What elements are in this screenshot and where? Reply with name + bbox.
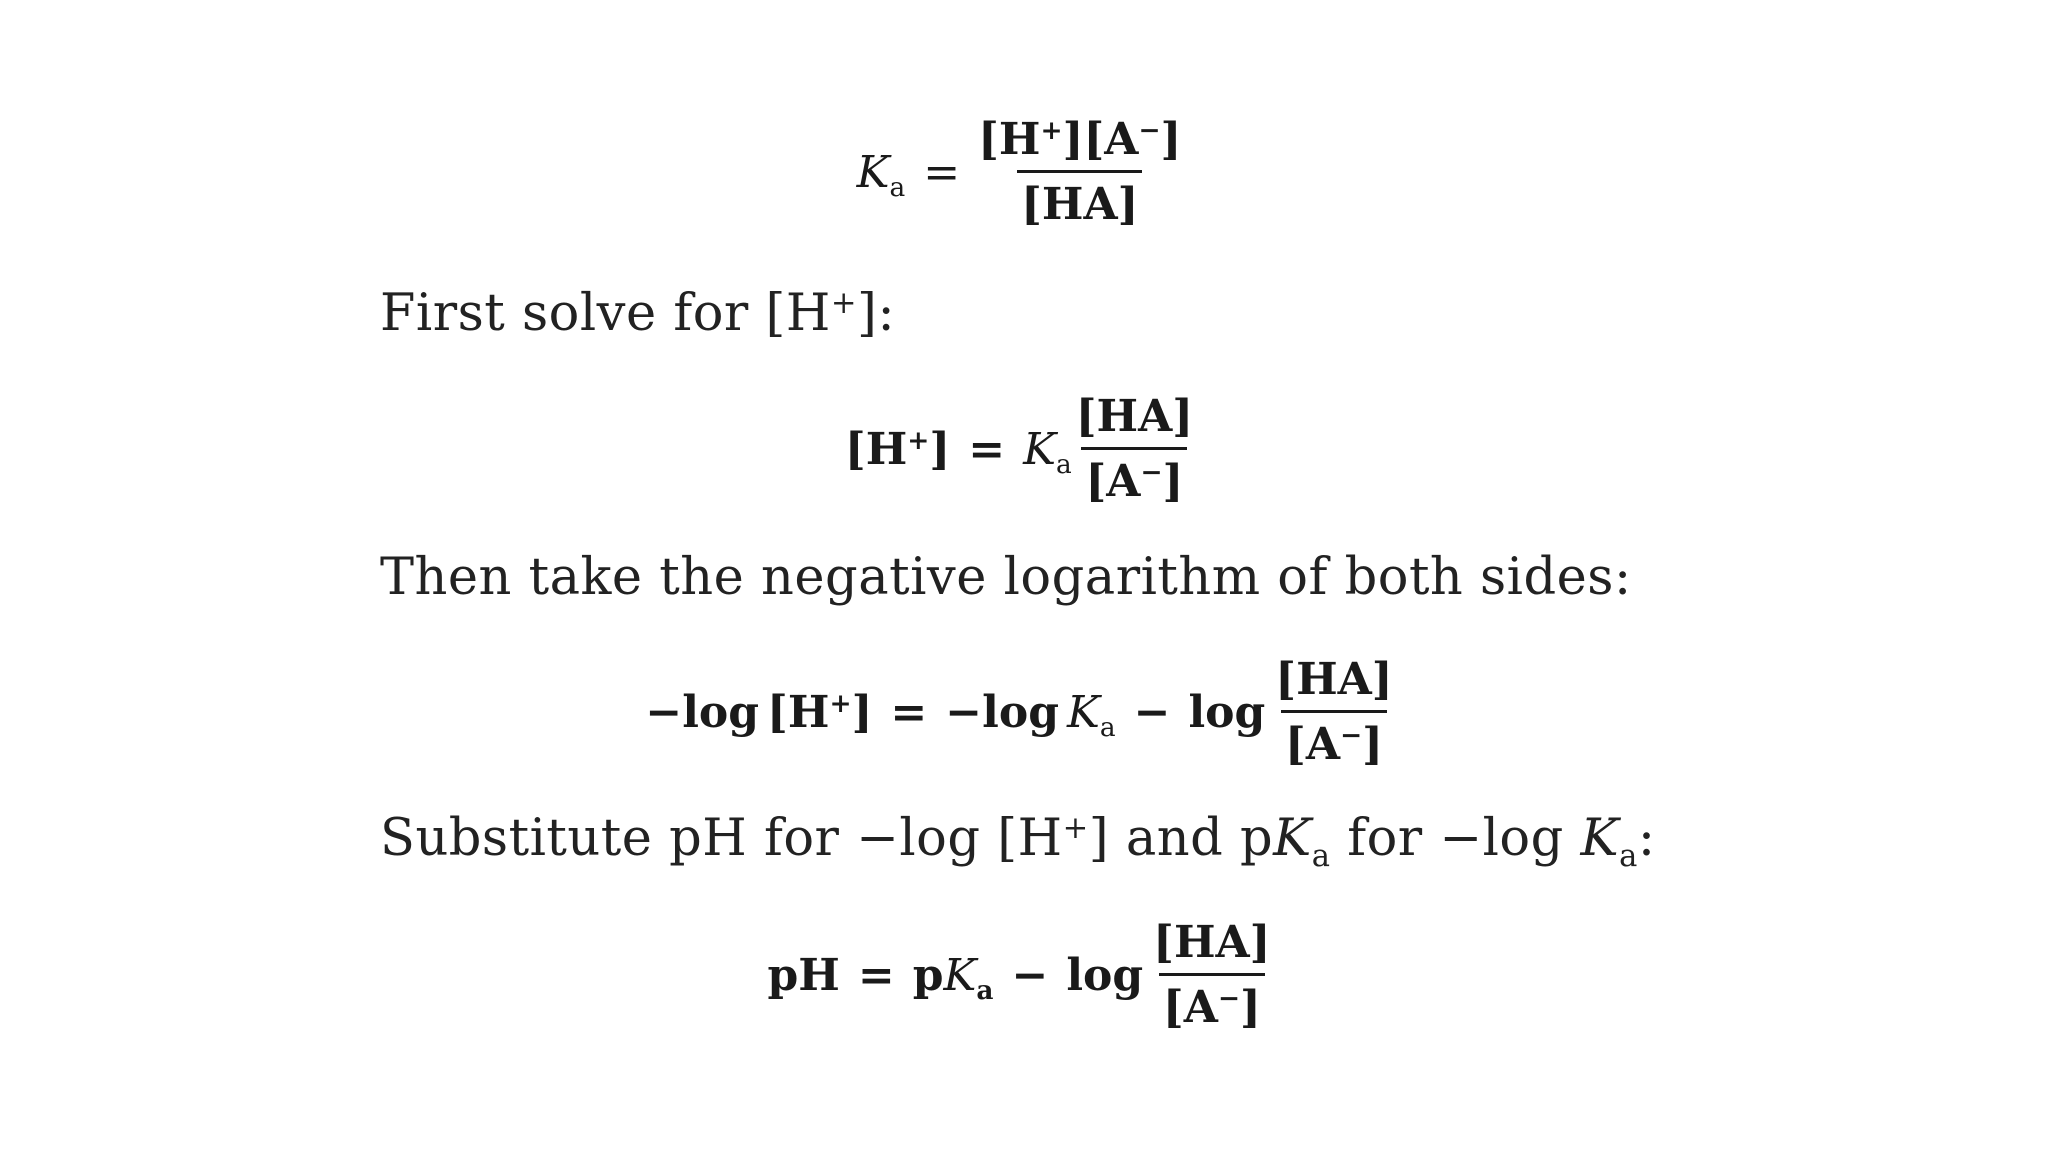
numerator: [H+][A−] xyxy=(978,114,1182,165)
neg-log: −log xyxy=(645,686,760,738)
fraction xyxy=(1271,654,1396,770)
numerator: [HA] xyxy=(1275,654,1393,705)
denominator: [A−] xyxy=(1081,447,1187,504)
equation-h-solved xyxy=(0,391,2048,507)
ph-term: pH xyxy=(767,949,840,1001)
equals-sign: = xyxy=(968,423,1006,475)
denominator: [A−] xyxy=(1281,710,1387,767)
denominator: [A−] xyxy=(1159,973,1265,1030)
pka-term: $pK_a$ xyxy=(912,949,994,1006)
equals-sign: = xyxy=(857,949,895,1001)
denominator: [HA] xyxy=(1017,170,1142,227)
ka-symbol: $K_a$ xyxy=(1066,686,1116,743)
equals-sign: = xyxy=(890,686,928,738)
log-word: log xyxy=(1188,686,1266,738)
fraction xyxy=(974,114,1185,230)
h-term: [H+] xyxy=(767,686,873,738)
ka-symbol: $K_a$ xyxy=(856,146,906,203)
text-substitute: Substitute pH for −log [H+] and $pK_a$ for −log $K_a$: xyxy=(380,809,1656,874)
equation-negative-log xyxy=(0,654,2048,770)
equation-henderson-hasselbalch xyxy=(0,917,2048,1033)
numerator: [HA] xyxy=(1075,391,1194,442)
h-term: [H+] xyxy=(844,423,951,475)
ka-symbol: $K_a$ xyxy=(1023,423,1072,480)
equals-sign: = xyxy=(923,146,961,198)
text-take-log: Then take the negative logarithm of both sides: xyxy=(380,548,1632,607)
log-word: log xyxy=(1066,949,1144,1001)
minus-sign: − xyxy=(1133,686,1171,738)
neg-log: −log xyxy=(945,686,1059,738)
numerator: [HA] xyxy=(1153,917,1271,968)
equation-ka-definition xyxy=(0,114,2048,230)
fraction xyxy=(1072,391,1197,507)
fraction xyxy=(1149,917,1274,1033)
text-first-solve: First solve for [H+]: xyxy=(380,284,896,343)
minus-sign: − xyxy=(1011,949,1049,1001)
